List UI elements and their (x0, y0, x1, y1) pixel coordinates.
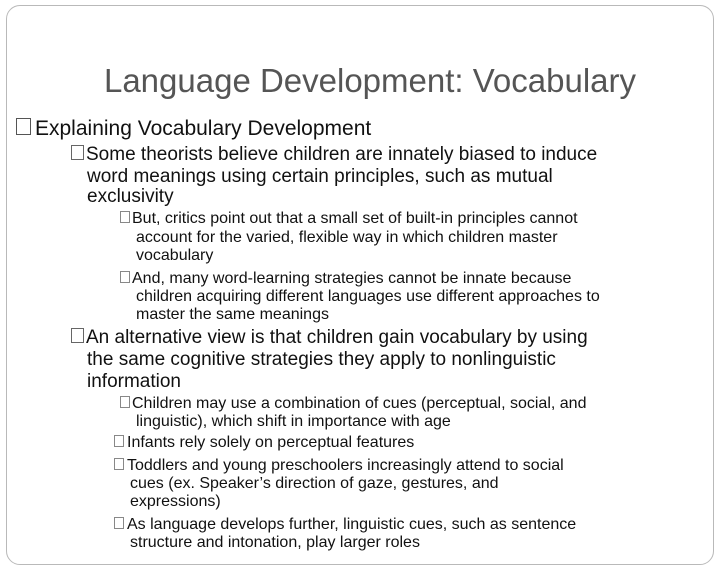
point-1-line-1: Some theorists believe children are innately biased to induce (71, 145, 597, 164)
square-bullet-icon (114, 435, 124, 447)
point-2-sub-1-c-line-1: As language develops further, linguistic cues, such as sentence (114, 517, 576, 533)
square-bullet-icon (71, 145, 84, 160)
point-2-sub-1-b-line-3: expressions) (130, 493, 221, 510)
point-1-sub-2-line-2: children acquiring different languages use different approaches to (136, 288, 600, 305)
square-bullet-icon (120, 211, 130, 223)
square-bullet-icon (71, 328, 84, 343)
heading-bullet (16, 118, 371, 139)
point-2-sub-1-line-2: linguistic), which shift in importance with age (136, 413, 451, 430)
square-bullet-icon (120, 396, 130, 408)
square-bullet-icon (120, 271, 130, 283)
point-1-line-3: exclusivity (87, 186, 174, 207)
point-2-sub-1-b-line-2: cues (ex. Speaker’s direction of gaze, gestures, and (130, 475, 499, 492)
point-1-line-2: word meanings using certain principles, such as mutual (87, 166, 553, 187)
point-2-sub-1-c-line-2: structure and intonation, play larger roles (130, 534, 420, 551)
point-2-sub-1-b-line-1: Toddlers and young preschoolers increasingly attend to social (114, 458, 564, 474)
point-2-line-2: the same cognitive strategies they apply to nonlinguistic (87, 349, 556, 370)
square-bullet-icon (114, 458, 124, 470)
point-2-line-1: An alternative view is that children gain vocabulary by using (71, 328, 588, 347)
point-2-sub-1-line-1: Children may use a combination of cues (perceptual, social, and (120, 396, 586, 412)
square-bullet-icon (114, 517, 124, 529)
square-bullet-icon (16, 118, 31, 135)
heading-text: Explaining Vocabulary Development (35, 117, 372, 140)
point-2-line-3: information (87, 371, 181, 392)
slide-title: Language Development: Vocabulary (103, 62, 637, 99)
point-1-sub-1-line-1: But, critics point out that a small set of built-in principles cannot (120, 211, 578, 227)
point-1-sub-2-line-3: master the same meanings (136, 306, 329, 323)
point-1-sub-1-line-3: vocabulary (136, 247, 214, 264)
point-1-sub-2-line-1: And, many word-learning strategies cannot be innate because (120, 271, 571, 287)
point-1-sub-1-line-2: account for the varied, flexible way in which children master (136, 229, 558, 246)
point-2-sub-1-a: Infants rely solely on perceptual features (114, 435, 414, 451)
